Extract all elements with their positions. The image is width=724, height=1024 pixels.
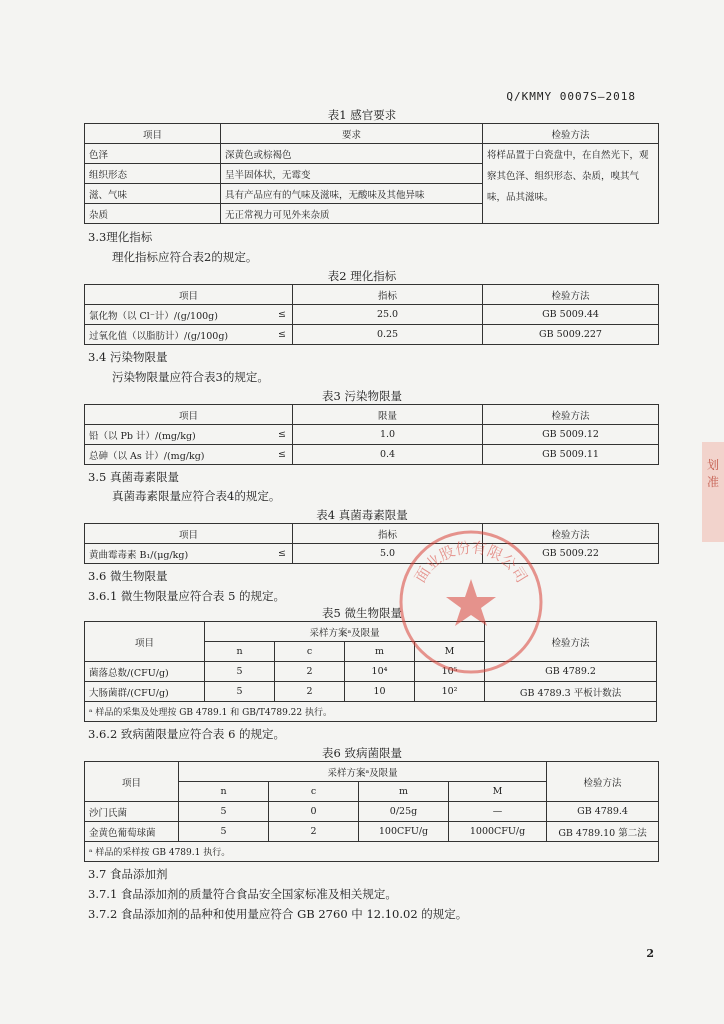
table5-sub-c: c [275, 642, 345, 662]
section-3-6-heading: 3.6 微生物限量 [88, 569, 168, 583]
table3-header-method: 检验方法 [483, 405, 659, 425]
table1-header-item: 项目 [85, 124, 221, 144]
table6-header-method: 检验方法 [547, 762, 659, 802]
table5-cell: 10² [415, 682, 485, 702]
section-3-7-2-text: 3.7.2 食品添加剂的品种和使用量应符合 GB 2760 中 12.10.02 的规定。 [88, 907, 468, 921]
table6-cell: 金黄色葡萄球菌 [85, 822, 179, 842]
table5-header-method: 检验方法 [485, 622, 657, 662]
table5-header-plan: 采样方案ᵃ及限量 [205, 622, 485, 642]
table1-cell: 具有产品应有的气味及滋味，无酸味及其他异味 [221, 184, 483, 204]
table1-method: 将样品置于白瓷盘中，在自然光下，观察其色泽、组织形态、杂质，嗅其气味，品其滋味。 [483, 144, 659, 224]
table6-cell: GB 4789.10 第二法 [547, 822, 659, 842]
table5-cell: 2 [275, 662, 345, 682]
table2-cell: 25.0 [293, 305, 483, 325]
table5-cell: 菌落总数/(CFU/g) [85, 662, 205, 682]
table2-cell: 过氧化值（以脂肪计）/(g/100g) [85, 325, 253, 345]
section-3-6-2-text: 3.6.2 致病菌限量应符合表 6 的规定。 [88, 727, 286, 741]
side-stamp-text: 划准 [706, 458, 719, 489]
table3-cell: ≤ [253, 425, 293, 445]
section-3-3-text: 理化指标应符合表2的规定。 [112, 250, 258, 264]
page-number: 2 [646, 947, 654, 960]
section-3-7-heading: 3.7 食品添加剂 [88, 867, 168, 881]
table2-cell: 0.25 [293, 325, 483, 345]
table5-cell: 10 [345, 682, 415, 702]
table2-cell: 氯化物（以 Cl⁻计）/(g/100g) [85, 305, 253, 325]
table5-cell: GB 4789.3 平板计数法 [485, 682, 657, 702]
table4-header-method: 检验方法 [483, 524, 659, 544]
company-seal [396, 527, 546, 677]
table1-cell: 无正常视力可见外来杂质 [221, 204, 483, 224]
table1-caption: 表1 感官要求 [327, 108, 397, 122]
table2-header-item: 项目 [85, 285, 293, 305]
table6-sub-M: M [449, 782, 547, 802]
table6-header-item: 项目 [85, 762, 179, 802]
section-3-6-1-text: 3.6.1 微生物限量应符合表 5 的规定。 [88, 589, 286, 603]
table5-cell: 10⁴ [345, 662, 415, 682]
table4-cell: GB 5009.22 [483, 544, 659, 564]
table1-cell: 滋、气味 [85, 184, 221, 204]
table5-cell: 大肠菌群/(CFU/g) [85, 682, 205, 702]
table5 [84, 621, 657, 722]
table6-header-plan: 采样方案ᵃ及限量 [179, 762, 547, 782]
table4-header-index: 指标 [293, 524, 483, 544]
table1-cell: 杂质 [85, 204, 221, 224]
table5-caption: 表5 微生物限量 [322, 606, 402, 620]
table5-sub-M: M [415, 642, 485, 662]
table6-cell: 100CFU/g [359, 822, 449, 842]
table6-cell: 沙门氏菌 [85, 802, 179, 822]
section-3-5-text: 真菌毒素限量应符合表4的规定。 [112, 489, 281, 503]
table6-cell: 0/25g [359, 802, 449, 822]
table2-cell: GB 5009.44 [483, 305, 659, 325]
table6-cell: 5 [179, 822, 269, 842]
table5-cell: 5 [205, 682, 275, 702]
table1-header-method: 检验方法 [483, 124, 659, 144]
table2-cell: GB 5009.227 [483, 325, 659, 345]
table6-caption: 表6 致病菌限量 [322, 746, 402, 760]
table4-header-item: 项目 [85, 524, 293, 544]
table3-header-item: 项目 [85, 405, 293, 425]
table6-cell: 5 [179, 802, 269, 822]
table5-note: ᵃ 样品的采集及处理按 GB 4789.1 和 GB/T4789.22 执行。 [85, 702, 657, 722]
table6-sub-m: m [359, 782, 449, 802]
table1-cell: 深黄色或棕褐色 [221, 144, 483, 164]
table4-cell: ≤ [253, 544, 293, 564]
table1-cell: 呈半固体状，无霉变 [221, 164, 483, 184]
table5-cell: 10⁵ [415, 662, 485, 682]
section-3-5-heading: 3.5 真菌毒素限量 [88, 470, 179, 484]
table1-cell: 组织形态 [85, 164, 221, 184]
table6-sub-n: n [179, 782, 269, 802]
table3-cell: 0.4 [293, 445, 483, 465]
table3-cell: GB 5009.11 [483, 445, 659, 465]
table6-note: ᵃ 样品的采样按 GB 4789.1 执行。 [85, 842, 659, 862]
table5-sub-n: n [205, 642, 275, 662]
table6-cell: GB 4789.4 [547, 802, 659, 822]
table2 [84, 284, 659, 345]
table2-header-index: 指标 [293, 285, 483, 305]
table6-cell: — [449, 802, 547, 822]
table5-sub-m: m [345, 642, 415, 662]
table2-cell: ≤ [253, 305, 293, 325]
section-3-3-heading: 3.3理化指标 [88, 230, 153, 244]
table3-cell: 铅（以 Pb 计）/(mg/kg) [85, 425, 253, 445]
table4-cell: 黄曲霉毒素 B₁/(μg/kg) [85, 544, 253, 564]
section-3-4-heading: 3.4 污染物限量 [88, 350, 168, 364]
table3-cell: 总砷（以 As 计）/(mg/kg) [85, 445, 253, 465]
table5-header-item: 项目 [85, 622, 205, 662]
table2-header-method: 检验方法 [483, 285, 659, 305]
table4-caption: 表4 真菌毒素限量 [316, 508, 408, 522]
table2-cell: ≤ [253, 325, 293, 345]
table2-caption: 表2 理化指标 [327, 269, 397, 283]
table6 [84, 761, 659, 862]
section-3-4-text: 污染物限量应符合表3的规定。 [112, 370, 269, 384]
table1-cell: 色泽 [85, 144, 221, 164]
table3-cell: 1.0 [293, 425, 483, 445]
table3-cell: GB 5009.12 [483, 425, 659, 445]
table6-cell: 0 [269, 802, 359, 822]
table1-header-requirement: 要求 [221, 124, 483, 144]
section-3-7-1-text: 3.7.1 食品添加剂的质量符合食品安全国家标准及相关规定。 [88, 887, 397, 901]
seal-star-icon [446, 579, 496, 626]
table3-cell: ≤ [253, 445, 293, 465]
table3-caption: 表3 污染物限量 [322, 389, 402, 403]
table6-cell: 2 [269, 822, 359, 842]
table3-header-limit: 限量 [293, 405, 483, 425]
side-stamp-fragment [702, 442, 724, 542]
table4-cell: 5.0 [293, 544, 483, 564]
seal-text: 面业股份有限公司 [411, 538, 531, 586]
doc-code: Q/KMMY 0007S—2018 [506, 90, 636, 103]
table4 [84, 523, 659, 564]
table6-cell: 1000CFU/g [449, 822, 547, 842]
table5-cell: 5 [205, 662, 275, 682]
table5-cell: 2 [275, 682, 345, 702]
table5-cell: GB 4789.2 [485, 662, 657, 682]
table1 [84, 123, 659, 224]
table6-sub-c: c [269, 782, 359, 802]
table3 [84, 404, 659, 465]
